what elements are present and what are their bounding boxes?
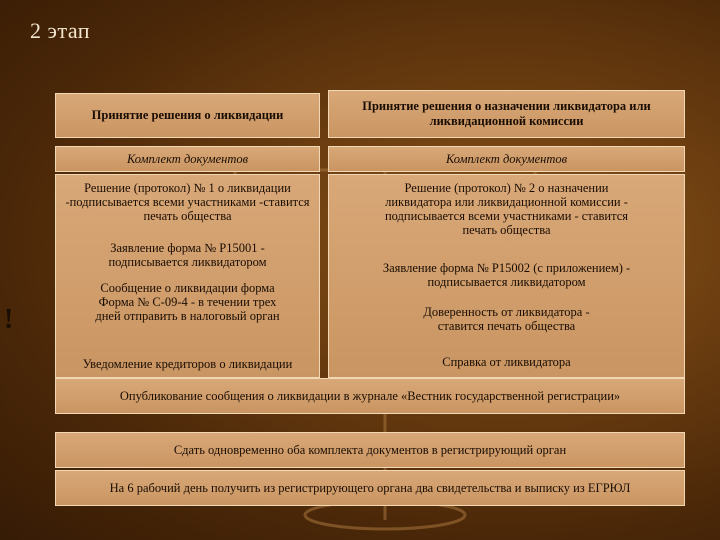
submit-step-box — [55, 432, 685, 468]
right-doc-item: Заявление форма № Р15002 (с приложением) - подписывается ликвидатором — [382, 261, 631, 289]
left-doc-item: Сообщение о ликвидации форма Форма № С-09-4 - в течении трех дней отправить в налоговый орган — [95, 281, 280, 323]
left-header-box — [55, 93, 320, 138]
right-doc-item: Доверенность от ликвидатора - ставится печать общества — [423, 305, 590, 333]
slide-title: 2 этап — [30, 18, 91, 43]
result-step-text: На 6 рабочий день получить из регистрирующего органа два свидетельства и выписку из ЕГРЮЛ — [109, 480, 631, 495]
right-kit-label-box — [328, 146, 685, 172]
result-step-box — [55, 470, 685, 506]
left-doc-item: Уведомление кредиторов о ликвидации — [82, 357, 293, 371]
left-header-text: Принятие решения о ликвидации — [91, 108, 284, 122]
warning-mark-icon: ! — [4, 304, 14, 335]
right-doc-item: Справка от ликвидатора — [442, 355, 571, 369]
left-kit-label: Комплект документов — [126, 151, 249, 166]
submit-step-text: Сдать одновременно оба комплекта документов в регистрирующий орган — [173, 442, 567, 457]
left-doc-item: Заявление форма № Р15001 - подписывается ликвидатором — [108, 241, 267, 269]
left-kit-label-box — [55, 146, 320, 172]
right-header-box — [328, 90, 685, 138]
right-kit-label: Комплект документов — [445, 151, 568, 166]
right-documents-panel — [328, 174, 685, 378]
left-doc-item: Решение (протокол) № 1 о ликвидации -подписывается всеми участниками -ставится печать общества — [65, 181, 310, 223]
publication-text: Опубликование сообщения о ликвидации в журнале «Вестник государственной регистрации» — [119, 388, 621, 403]
right-doc-item: Решение (протокол) № 2 о назначении ликвидатора или ликвидационной комиссии - подписывается всеми участниками - ставится печать общества — [384, 181, 629, 237]
left-documents-panel — [55, 174, 320, 378]
publication-box — [55, 378, 685, 414]
right-header-text: Принятие решения о назначении ликвидатора или ликвидационной комиссии — [362, 99, 651, 128]
